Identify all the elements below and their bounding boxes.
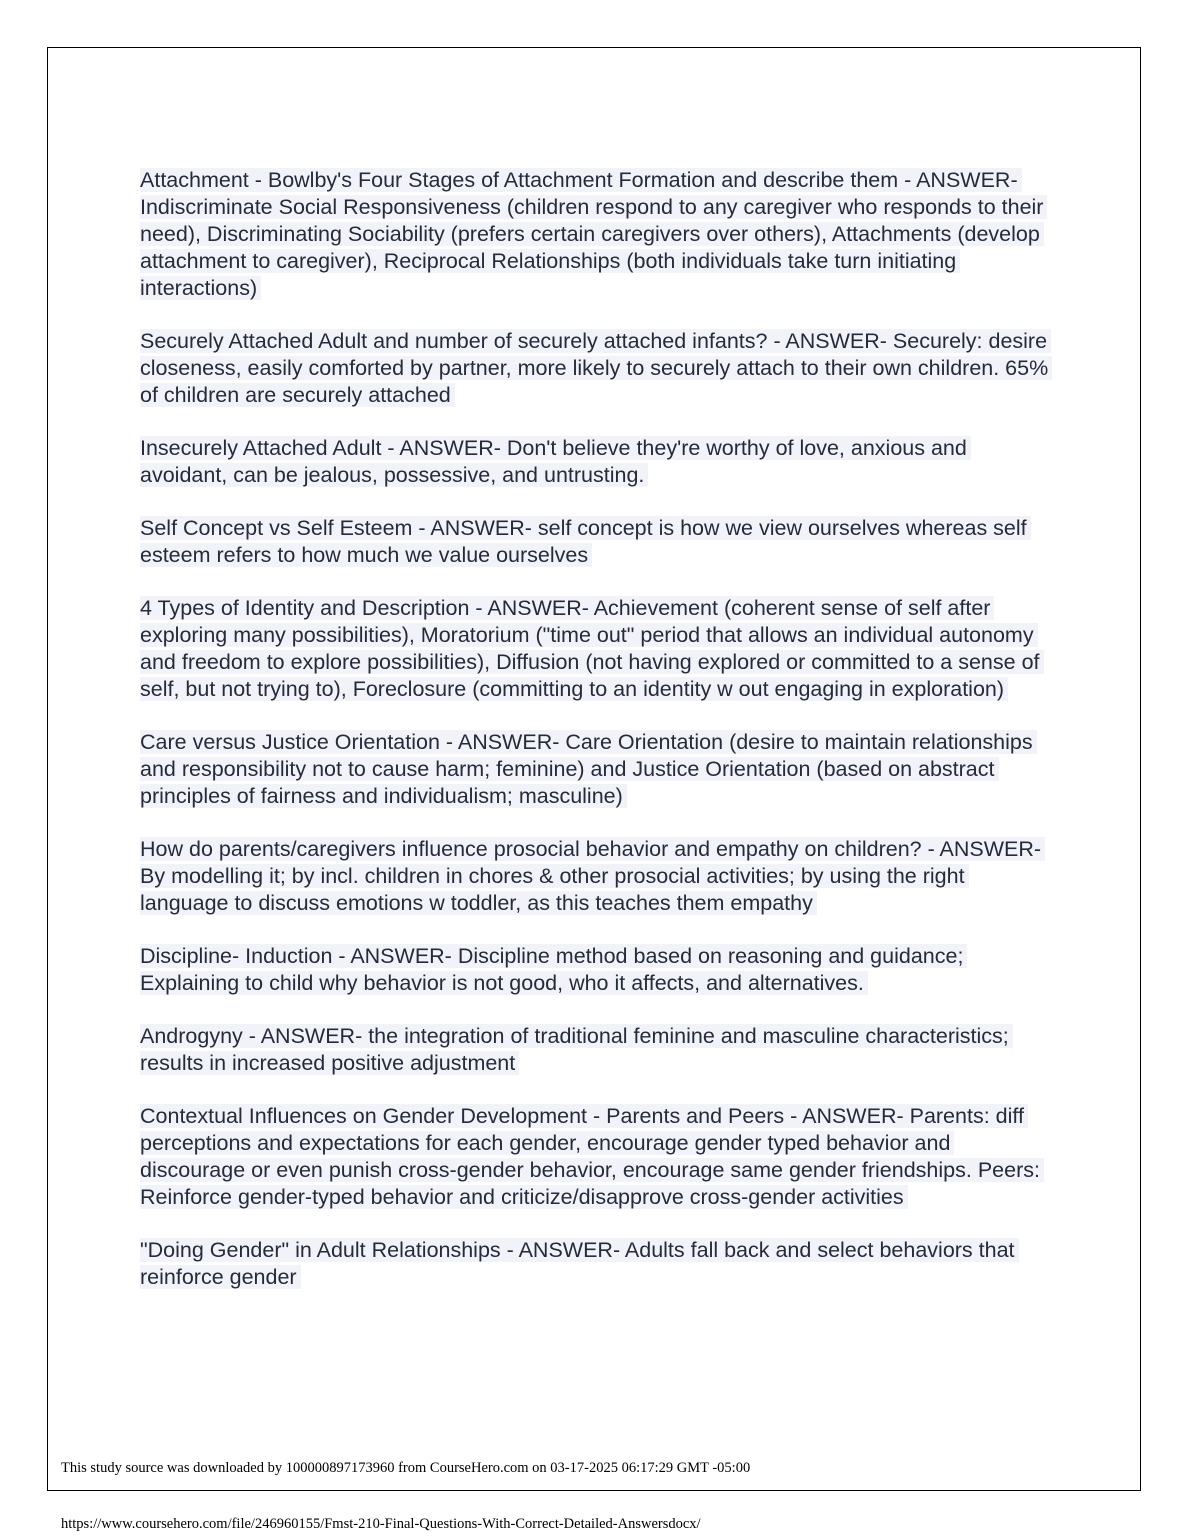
source-url[interactable]: https://www.coursehero.com/file/246960155/Fmst-210-Final-Questions-With-Correct-Detailed-Answersdocx/ [61, 1516, 701, 1532]
qa-entry-text: Insecurely Attached Adult - ANSWER- Don't believe they're worthy of love, anxious and avoidant, can be jealous, possessive, and untrusting. [140, 436, 971, 487]
qa-entry [140, 1023, 1055, 1077]
qa-entry [140, 836, 1055, 917]
qa-entry-text: Attachment - Bowlby's Four Stages of Attachment Formation and describe them - ANSWER- Indiscriminate Social Responsiveness (children respond to any caregiver who responds to their need), Discriminating Sociability (prefers certain caregivers over others), Attachments (develop attachment to caregiver), Reciprocal Relationships (both individuals take turn initiating interactions) [140, 168, 1047, 300]
qa-entry [140, 1237, 1055, 1291]
qa-entry-text: Securely Attached Adult and number of securely attached infants? - ANSWER- Securely: desire closeness, easily comforted by partner, more likely to securely attach to their own children. 65% of children are securely attached [140, 329, 1052, 407]
qa-entry-text: "Doing Gender" in Adult Relationships - ANSWER- Adults fall back and select behaviors that reinforce gender [140, 1238, 1019, 1289]
qa-entry-text: Androgyny - ANSWER- the integration of traditional feminine and masculine characteristics; results in increased positive adjustment [140, 1024, 1013, 1075]
qa-entry [140, 1103, 1055, 1211]
qa-entry-text: How do parents/caregivers influence prosocial behavior and empathy on children? - ANSWER- By modelling it; by incl. children in chores & other prosocial activities; by using the right language to discuss emotions w toddler, as this teaches them empathy [140, 837, 1045, 915]
qa-entry-text: 4 Types of Identity and Description - ANSWER- Achievement (coherent sense of self after exploring many possibilities), Moratorium ("time out" period that allows an individual autonomy and freedom to explore possibilities), Diffusion (not having explored or committed to a sense of self, but not trying to), Foreclosure (committing to an identity w out engaging in exploration) [140, 596, 1044, 701]
qa-entry [140, 515, 1055, 569]
qa-entry-text: Discipline- Induction - ANSWER- Discipline method based on reasoning and guidance; Explaining to child why behavior is not good, who it affects, and alternatives. [140, 944, 967, 995]
qa-entry-text: Self Concept vs Self Esteem - ANSWER- self concept is how we view ourselves whereas self esteem refers to how much we value ourselves [140, 516, 1031, 567]
qa-entry [140, 167, 1055, 302]
qa-entry [140, 328, 1055, 409]
download-source-note: This study source was downloaded by 100000897173960 from CourseHero.com on 03-17-2025 06:17:29 GMT -05:00 [61, 1460, 751, 1476]
qa-entry-text: Contextual Influences on Gender Development - Parents and Peers - ANSWER- Parents: diff perceptions and expectations for each gender, encourage gender typed behavior and discourage or even punish cross-gender behavior, encourage same gender friendships. Peers: Reinforce gender-typed behavior and criticize/disapprove cross-gender activities [140, 1104, 1044, 1209]
qa-entry-text: Care versus Justice Orientation - ANSWER- Care Orientation (desire to maintain relationships and responsibility not to cause harm; feminine) and Justice Orientation (based on abstract principles of fairness and individualism; masculine) [140, 730, 1037, 808]
qa-entry [140, 729, 1055, 810]
qa-entry [140, 595, 1055, 703]
document-body [140, 167, 1055, 1317]
qa-entry [140, 943, 1055, 997]
qa-entry [140, 435, 1055, 489]
